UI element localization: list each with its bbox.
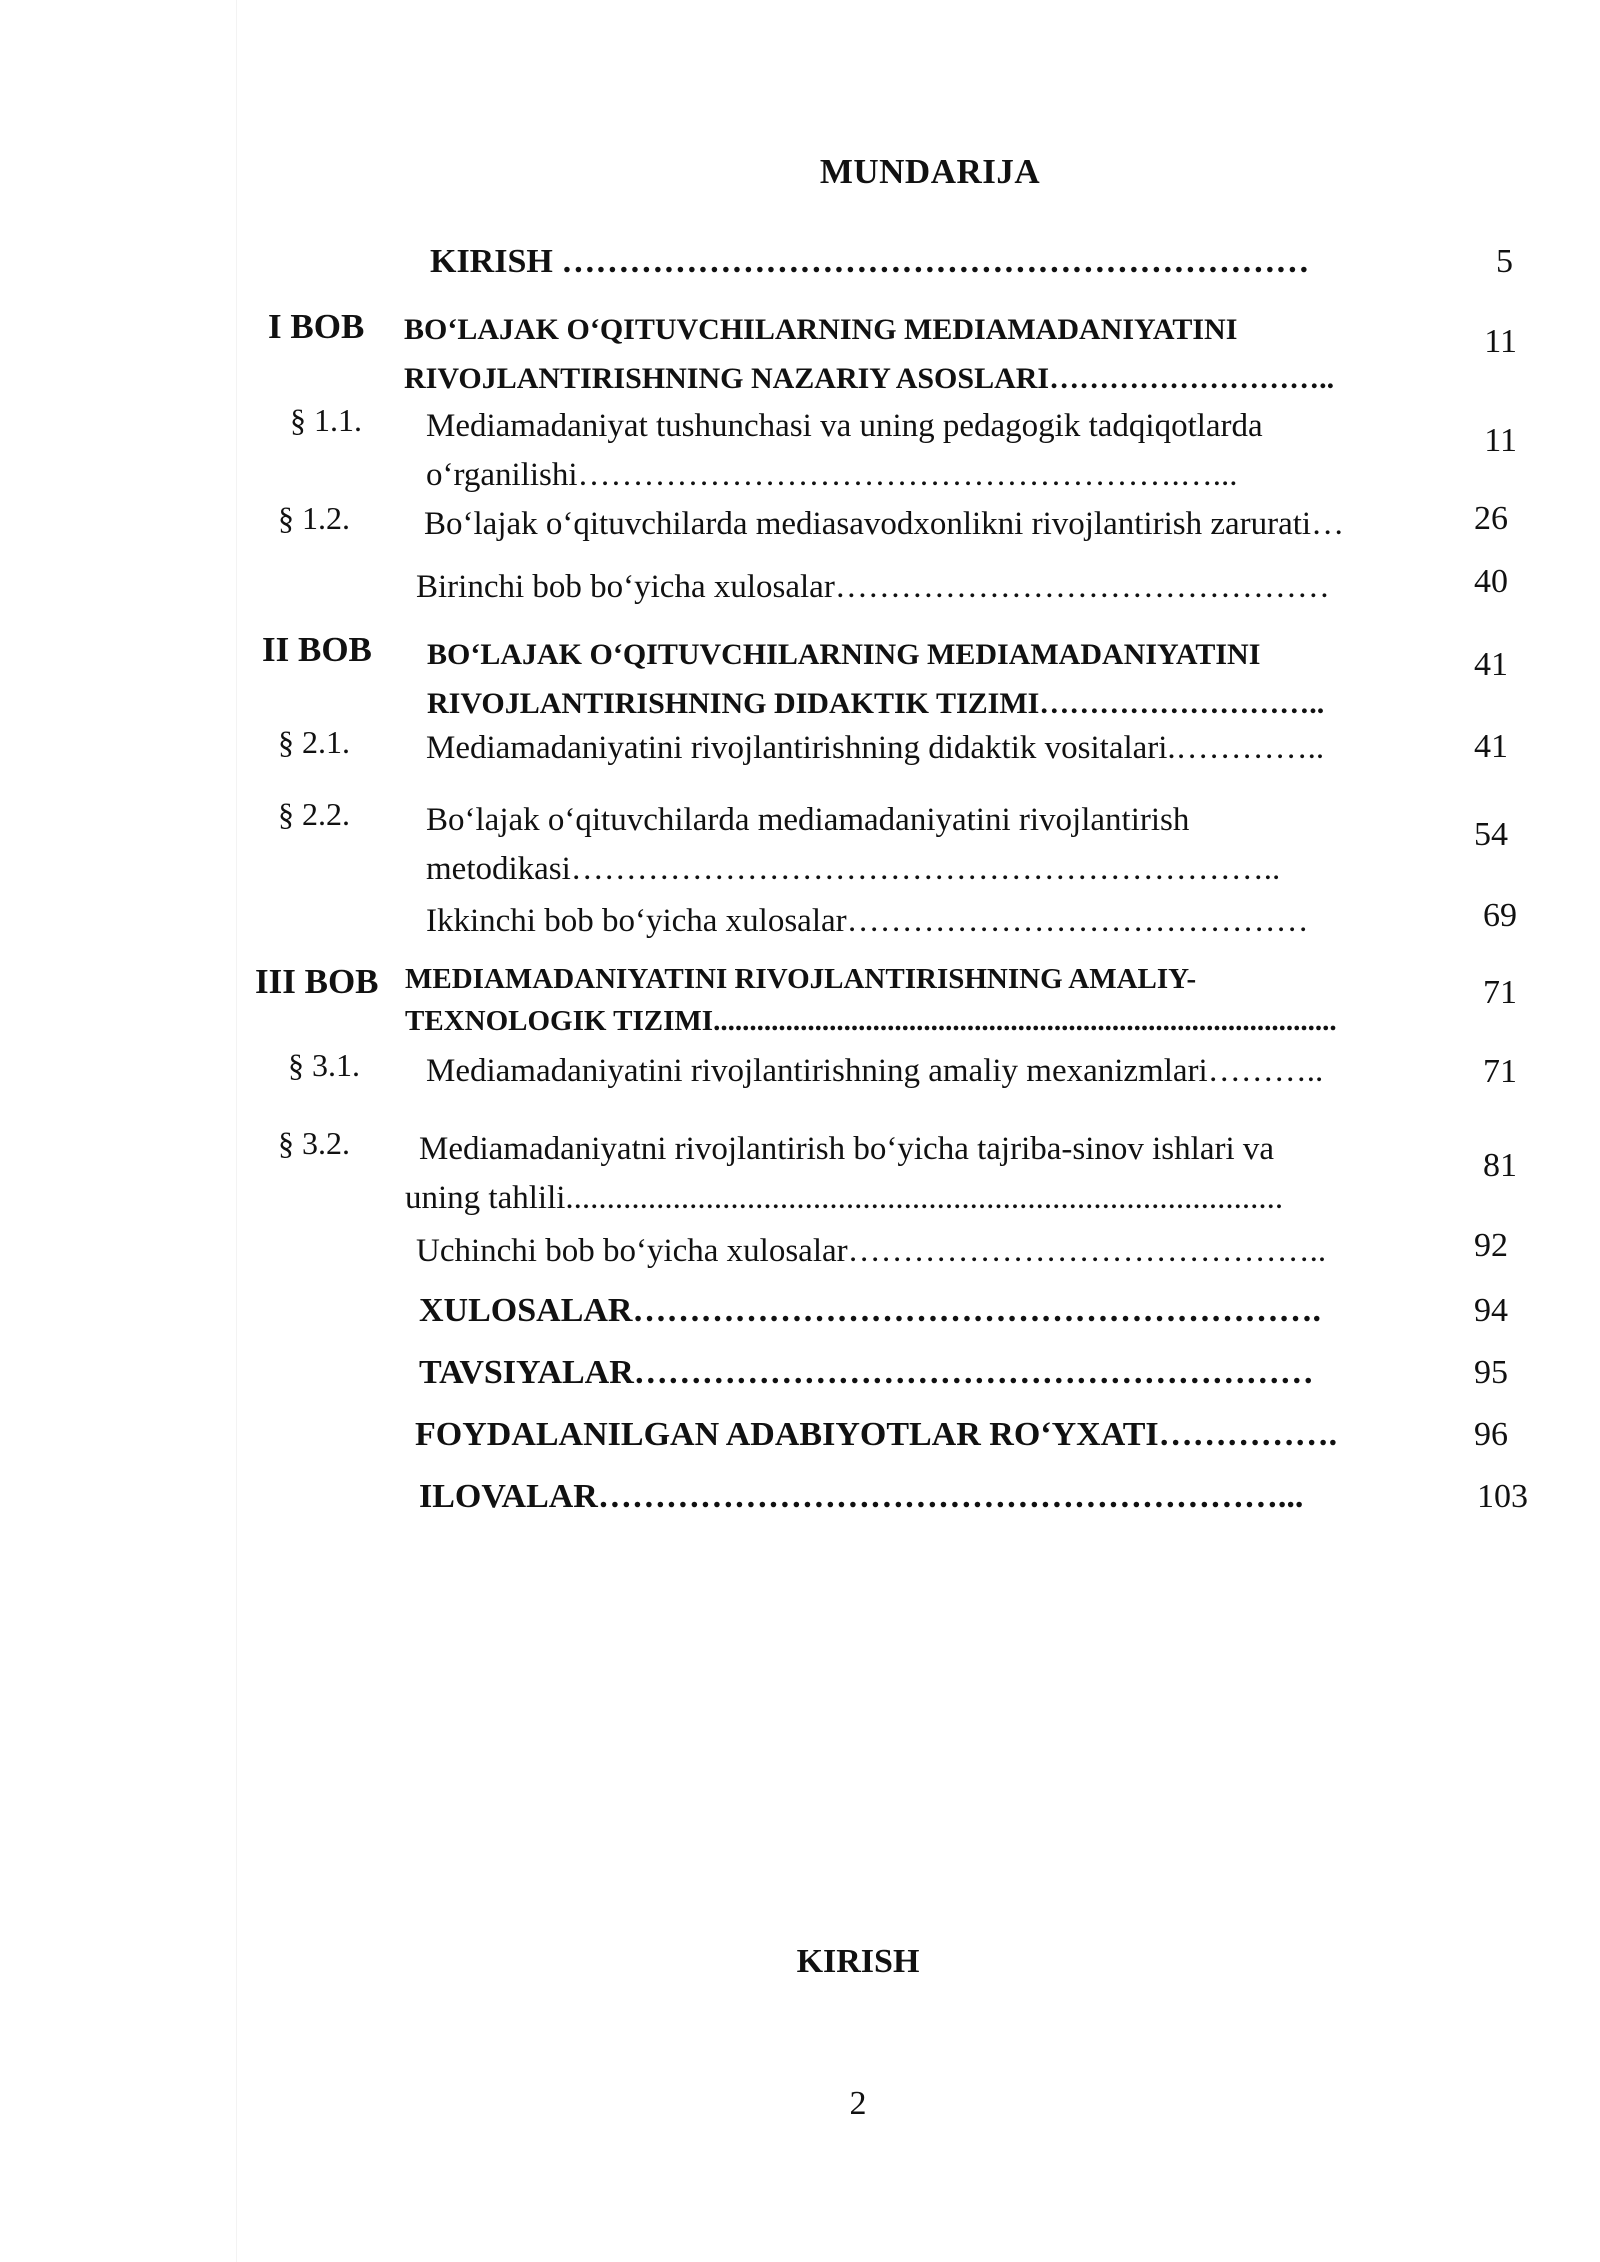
toc-entry-title: Ikkinchi bob bo‘yicha xulosalar…………………………………… <box>426 903 1309 939</box>
next-section-heading: KIRISH <box>796 1943 920 1980</box>
toc-entry-page: 71 <box>1483 1053 1517 1090</box>
toc-entry-page: 5 <box>1496 243 1513 280</box>
toc-entry-title: Uchinchi bob bo‘yicha xulosalar…………………………………….. <box>416 1233 1327 1269</box>
toc-entry-page: 26 <box>1474 500 1508 537</box>
section-label: § 2.1. <box>278 724 350 760</box>
section-label: § 3.2. <box>278 1125 350 1161</box>
toc-entry-page: 95 <box>1474 1354 1508 1391</box>
chapter-label: I BOB <box>268 307 365 346</box>
toc-entry-page: 54 <box>1474 816 1508 853</box>
page-number: 2 <box>849 2085 867 2122</box>
toc-entry-title: Mediamadaniyatni rivojlantirish bo‘yicha tajriba-sinov ishlari va uning tahlili....................................................................................... <box>405 1131 1284 1216</box>
section-label: § 2.2. <box>278 796 350 832</box>
section-label: § 1.2. <box>278 500 350 536</box>
toc-entry-title: KIRISH ………………………………………………………… <box>430 243 1310 280</box>
toc-entry-page: 69 <box>1483 897 1517 934</box>
toc-entry-page: 11 <box>1484 323 1517 360</box>
toc-entry-page: 92 <box>1474 1227 1508 1264</box>
toc-entry-title: TAVSIYALAR…………………………………………………… <box>419 1354 1314 1391</box>
toc-entry-title: Bo‘lajak o‘qituvchilarda mediamadaniyatini rivojlantirish metodikasi……………………………………………………….. <box>426 802 1281 887</box>
toc-entry-title: ILOVALAR……………………………………………………... <box>419 1478 1304 1515</box>
toc-entry-title: Mediamadaniyatini rivojlantirishning didaktik vositalari.………….. <box>426 730 1325 766</box>
toc-entry-title: BO‘LAJAK O‘QITUVCHILARNING MEDIAMADANIYATINI RIVOJLANTIRISHNING DIDAKTIK TIZIMI……………………….. <box>427 638 1325 720</box>
toc-entry-title: BO‘LAJAK O‘QITUVCHILARNING MEDIAMADANIYATINI RIVOJLANTIRISHNING NAZARIY ASOSLARI……………………….. <box>404 313 1335 395</box>
toc-entry-page: 96 <box>1474 1416 1508 1453</box>
toc-entry-page: 71 <box>1483 974 1517 1011</box>
toc-entry-page: 94 <box>1474 1292 1508 1329</box>
toc-entry-title: Birinchi bob bo‘yicha xulosalar……………………………………… <box>416 569 1330 605</box>
toc-entry-page: 81 <box>1483 1147 1517 1184</box>
toc-entry-title: MEDIAMADANIYATINI RIVOJLANTIRISHNING AMALIY- TEXNOLOGIK TIZIMI...................................................................................... <box>405 963 1337 1037</box>
toc-entry-page: 11 <box>1484 422 1517 459</box>
page-title: MUNDARIJA <box>819 152 1041 191</box>
toc-entry-page: 40 <box>1474 563 1508 600</box>
toc-entry-title: FOYDALANILGAN ADABIYOTLAR RO‘YXATI……………. <box>415 1416 1338 1453</box>
page-edge-shadow <box>236 0 237 2262</box>
toc-entry-title: Mediamadaniyat tushunchasi va uning pedagogik tadqiqotlarda o‘rganilishi……………………………………………….…... <box>426 408 1263 493</box>
toc-entry-page: 103 <box>1477 1478 1528 1515</box>
toc-entry-title: XULOSALAR……………………………………………………. <box>419 1292 1321 1329</box>
chapter-label: II BOB <box>262 630 372 669</box>
section-label: § 3.1. <box>288 1047 360 1083</box>
toc-entry-title: Bo‘lajak o‘qituvchilarda mediasavodxonlikni rivojlantirish zarurati… <box>424 506 1345 542</box>
toc-entry-title: Mediamadaniyatini rivojlantirishning amaliy mexanizmlari……….. <box>426 1053 1324 1089</box>
toc-entry-page: 41 <box>1474 728 1508 765</box>
section-label: § 1.1. <box>290 402 362 438</box>
toc-entry-page: 41 <box>1474 646 1508 683</box>
chapter-label: III BOB <box>255 962 379 1001</box>
